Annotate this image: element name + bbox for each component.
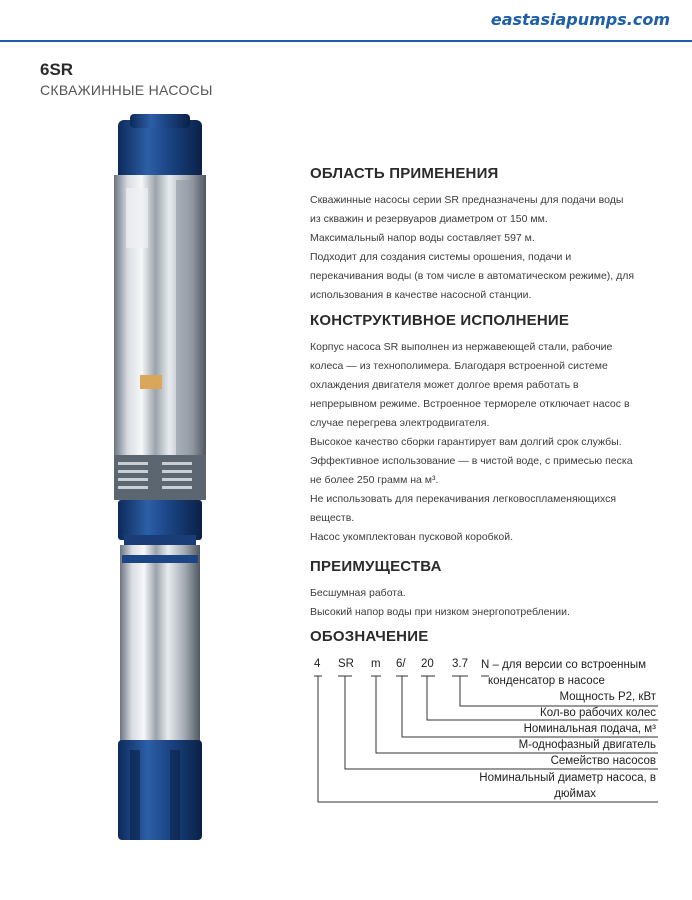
label-impellers: Кол-во рабочих колес	[540, 707, 656, 719]
text-line: перекачивания воды (в том числе в автоматическом режиме), для	[310, 270, 635, 282]
label-flow: Номинальная подача, м³	[523, 723, 656, 735]
code-family: SR	[338, 658, 354, 670]
text-line: Насос укомплектован пусковой коробкой.	[310, 531, 514, 543]
code-motor: m	[371, 658, 381, 670]
section-application	[310, 165, 670, 305]
code-power: 3.7	[452, 658, 468, 670]
text-line: Подходит для создания системы орошения, подачи и	[310, 251, 572, 263]
header-divider	[0, 40, 692, 42]
label-power: Мощность P2, кВт	[559, 691, 656, 703]
text-line: Бесшумная работа.	[310, 587, 406, 599]
label-n: N – для версии со встроенным	[481, 659, 647, 671]
product-series: 6SR	[40, 60, 74, 79]
text-line: колеса — из технополимера. Благодаря встроенной системе	[310, 360, 608, 372]
label-diameter-2: дюймах	[554, 788, 596, 800]
code-diameter: 4	[314, 658, 321, 670]
label-n2: конденсатор в насосе	[488, 675, 605, 687]
text-line: случае перегрева электродвигателя.	[310, 417, 490, 429]
section-advantages	[310, 558, 670, 622]
text-line: Скважинные насосы серии SR предназначены для подачи воды	[310, 194, 624, 206]
code-impellers: 20	[421, 658, 434, 670]
section-designation	[310, 628, 670, 645]
text-line: не более 250 грамм на м³.	[310, 474, 439, 486]
code-flow: 6/	[396, 658, 406, 670]
label-motor: М-однофазный двигатель	[518, 739, 656, 751]
text-line: Максимальный напор воды составляет 597 м.	[310, 232, 535, 244]
label-diameter: Номинальный диаметр насоса, в	[479, 772, 656, 784]
text-line: веществ.	[310, 512, 355, 524]
section-title: КОНСТРУКТИВНОЕ ИСПОЛНЕНИЕ	[310, 312, 570, 329]
text-line: из скважин и резервуаров диаметром от 150 мм.	[310, 213, 548, 225]
text-line: Высокий напор воды при низком энергопотреблении.	[310, 606, 570, 618]
text-line: Не использовать для перекачивания легковоспламеняющихся	[310, 493, 617, 505]
section-design	[310, 312, 670, 547]
text-line: использования в качестве насосной станции.	[310, 289, 532, 301]
text-line: Высокое качество сборки гарантирует вам долгий срок службы.	[310, 436, 622, 448]
product-subtitle: СКВАЖИННЫЕ НАСОСЫ	[40, 82, 213, 98]
site-url: eastasiapumps.com	[490, 10, 670, 29]
text-line: непрерывном режиме. Встроенное термореле отключает насос в	[310, 398, 630, 410]
text-line: охлаждения двигателя может долгое время работать в	[310, 379, 579, 391]
section-title: ПРЕИМУЩЕСТВА	[310, 558, 442, 575]
pump-image	[100, 110, 220, 860]
section-title: ОБЛАСТЬ ПРИМЕНЕНИЯ	[310, 165, 499, 182]
text-line: Корпус насоса SR выполнен из нержавеющей стали, рабочие	[310, 341, 613, 353]
text-line: Эффективное использование — в чистой воде, с примесью песка	[310, 455, 633, 467]
label-family: Семейство насосов	[550, 755, 656, 767]
section-title: ОБОЗНАЧЕНИЕ	[310, 628, 429, 645]
